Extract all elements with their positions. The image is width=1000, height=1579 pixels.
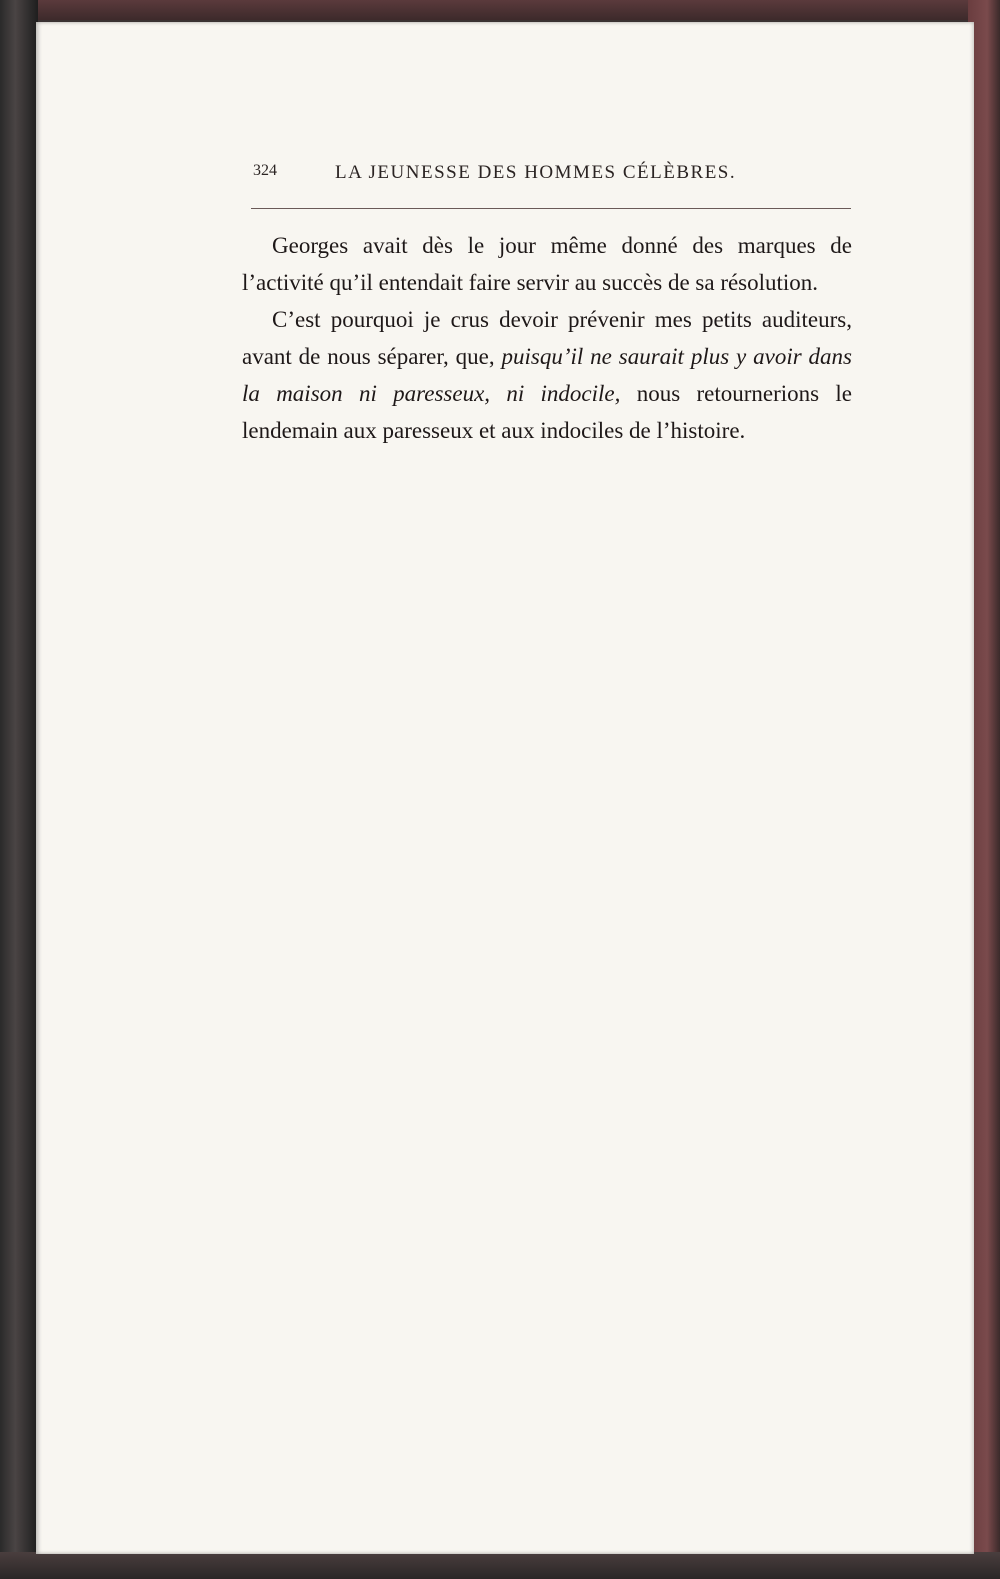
paragraph-2-italic-phrase: puisqu’il ne saurait plus y avoir dans la maison ni paresseux, ni indocile, [242,344,852,406]
book-binding-left [0,0,38,1579]
paragraph-2-text-start: C’est pourquoi je crus devoir prévenir mes petits auditeurs, avant de nous séparer, que, [242,307,852,369]
header-rule [251,208,851,209]
book-binding-top [0,0,1000,20]
page-number: 324 [253,162,277,179]
paragraph-2 [242,301,852,449]
book-page [36,22,974,1554]
running-title: LA JEUNESSE DES HOMMES CÉLÈBRES. [335,162,737,183]
paragraph-2-text-end: nous retournerions le lendemain aux paresseux et aux indociles de l’histoire. [242,381,852,443]
body-text [242,227,852,449]
book-binding-bottom [0,1552,1000,1579]
running-head [253,162,873,192]
paragraph-1: Georges avait dès le jour même donné des marques de l’activité qu’il entendait faire servir au succès de sa résolution. [242,233,852,295]
